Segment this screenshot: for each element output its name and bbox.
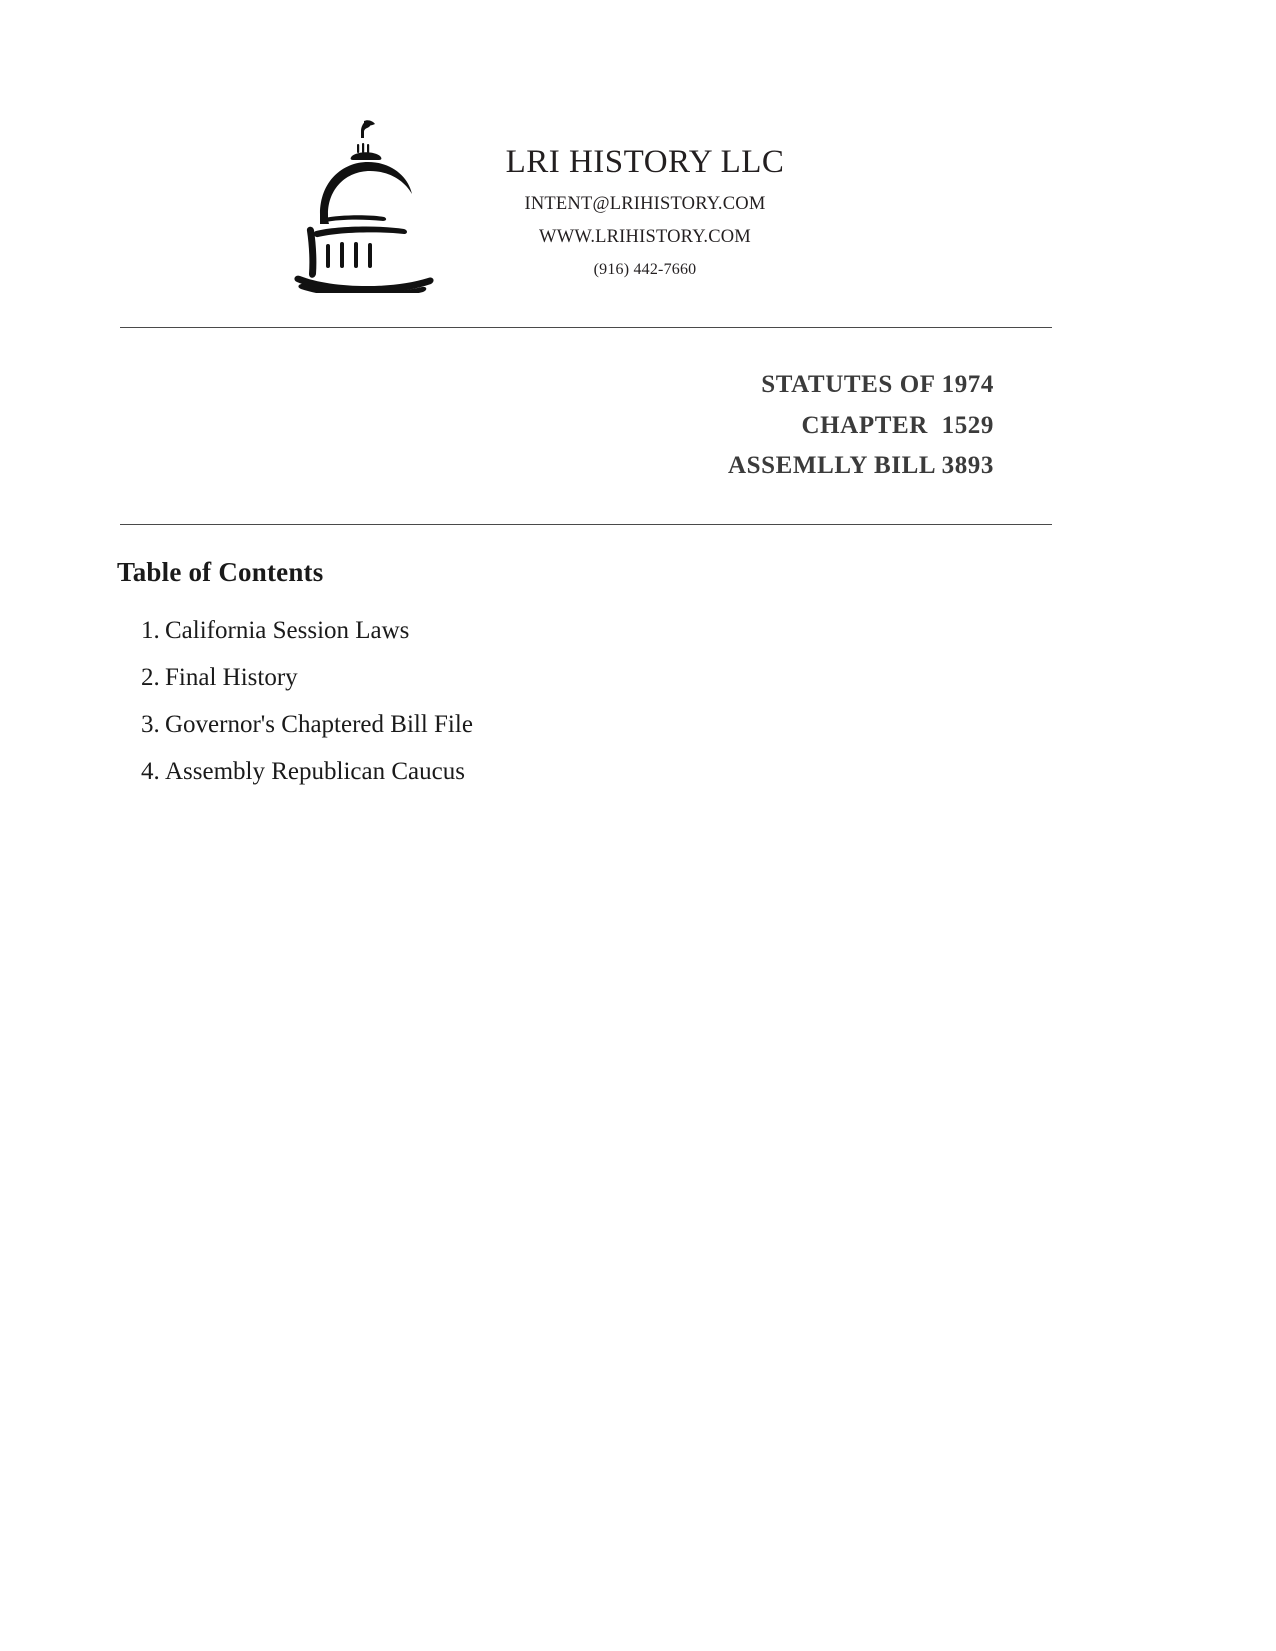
toc-item-number: 4. bbox=[141, 758, 160, 785]
toc-item-label: Governor's Chaptered Bill File bbox=[165, 711, 473, 738]
company-phone: (916) 442-7660 bbox=[593, 260, 697, 278]
toc-item-label: Final History bbox=[165, 664, 298, 691]
brand-block bbox=[440, 118, 850, 279]
table-of-contents-heading: Table of Contents bbox=[117, 557, 324, 587]
toc-item-label: Assembly Republican Caucus bbox=[165, 758, 465, 785]
document-title-block bbox=[120, 365, 994, 487]
toc-item-4[interactable] bbox=[117, 759, 817, 784]
toc-item-number: 2. bbox=[141, 664, 160, 691]
toc-item-1[interactable] bbox=[117, 618, 817, 643]
divider-top bbox=[120, 327, 1052, 328]
title-statutes-year: STATUTES OF 1974 bbox=[761, 371, 994, 398]
letterhead bbox=[290, 118, 850, 293]
title-bill: ASSEMLLY BILL 3893 bbox=[728, 452, 994, 479]
title-chapter: CHAPTER 1529 bbox=[801, 411, 994, 439]
company-email: INTENT@LRIHISTORY.COM bbox=[524, 193, 766, 214]
toc-item-2[interactable] bbox=[117, 665, 817, 690]
company-name: LRI HISTORY LLC bbox=[505, 144, 785, 180]
table-of-contents-list bbox=[117, 618, 817, 806]
toc-item-number: 1. bbox=[141, 617, 160, 644]
toc-item-label: California Session Laws bbox=[165, 617, 410, 644]
divider-bottom bbox=[120, 524, 1052, 525]
toc-item-3[interactable] bbox=[117, 712, 817, 737]
company-website: WWW.LRIHISTORY.COM bbox=[539, 226, 751, 247]
toc-item-number: 3. bbox=[141, 711, 160, 738]
capitol-dome-icon bbox=[290, 118, 440, 293]
